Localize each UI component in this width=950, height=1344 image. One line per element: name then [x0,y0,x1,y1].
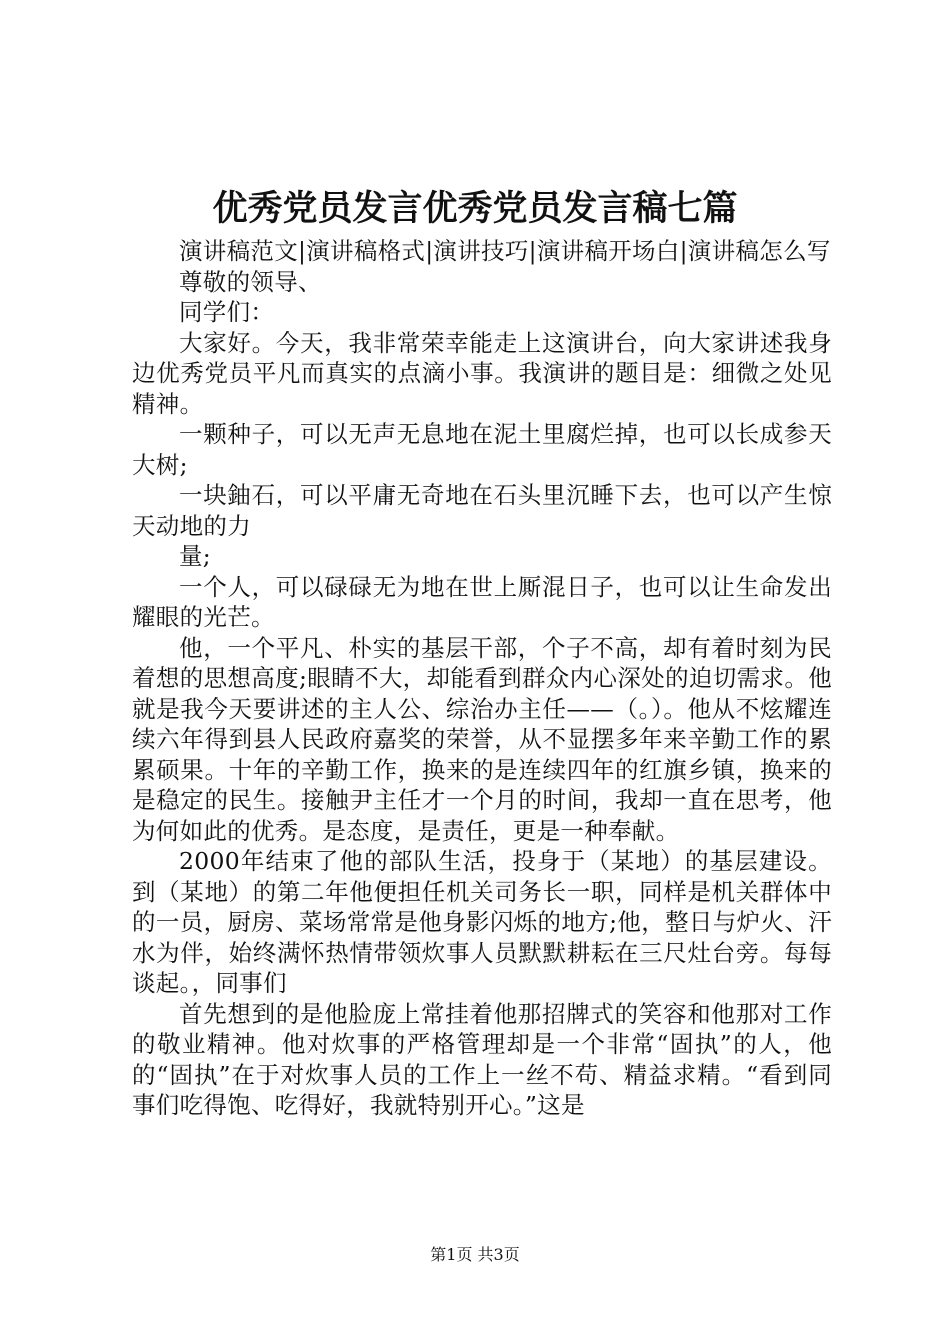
paragraph-person: 一个人，可以碌碌无为地在世上厮混日子，也可以让生命发出耀眼的光芒。 [132,572,832,631]
document-title: 优秀党员发言优秀党员发言稿七篇 [212,188,738,229]
paragraph-salutation-classmates: 同学们： [179,298,275,326]
paragraph-stone-continued: 量; [179,542,212,570]
paragraph-stone: 一块鈾石，可以平庸无奇地在石头里沉睡下去，也可以产生惊天动地的力 [132,481,832,540]
paragraph-work-spirit: 首先想到的是他脸庞上常挂着他那招牌式的笑容和他那对工作的敬业精神。他对炊事的严格管理却是一个非常“固执”的人，他的“固执”在于对炊事人员的工作上一丝不苟、精益求精。“看到同事们吃得饱、吃得好，我就特别开心。”这是 [132,999,832,1119]
paragraph-opening: 大家好。今天，我非常荣幸能走上这演讲台，向大家讲述我身边优秀党员平凡而真实的点滴小事。我演讲的题目是：细微之处见精神。 [132,328,832,418]
paragraph-career: 2000年结束了他的部队生活，投身于（某地）的基层建设。到（某地）的第二年他便担任机关司务长一职，同样是机关群体中的一员，厨房、菜场常常是他身影闪烁的地方;他，整日与炉火、汗水为伴，始终满怀热情带领炊事人员默默耕耘在三尺灶台旁。每每谈起。，同事们 [132,847,832,997]
paragraph-seed: 一颗种子，可以无声无息地在泥土里腐烂掉，也可以长成参天大树; [132,420,832,479]
paragraph-salutation-leaders: 尊敬的领导、 [179,267,322,296]
page-footer: 第1页 共3页 [430,1245,520,1264]
document-body [132,236,832,1121]
paragraph-tags: 演讲稿范文|演讲稿格式|演讲技巧|演讲稿开场白|演讲稿怎么写 [179,237,831,265]
paragraph-protagonist: 他，一个平凡、朴实的基层干部，个子不高，却有着时刻为民着想的思想高度;眼睛不大，却能看到群众内心深处的迫切需求。他就是我今天要讲述的主人公、综治办主任——（。）。他从不炫耀连续六年得到县人民政府嘉奖的荣誉，从不显摆多年来辛勤工作的累累硕果。十年的辛勤工作，换来的是连续四年的红旗乡镇，换来的是稳定的民生。接触尹主任才一个月的时间，我却一直在思考，他为何如此的优秀。是态度，是责任，更是一种奉献。 [132,633,832,845]
